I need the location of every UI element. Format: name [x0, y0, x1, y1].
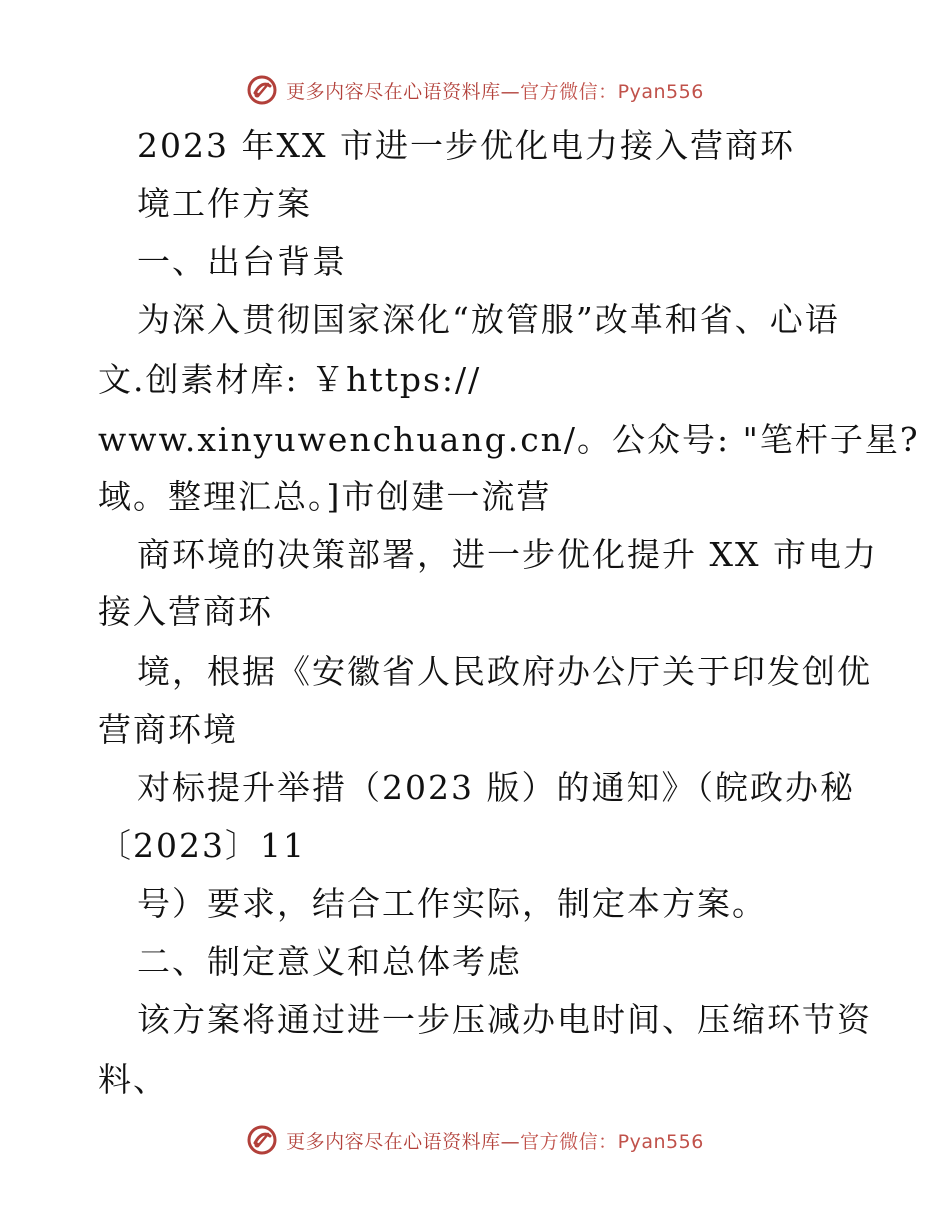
paragraph-line: 为深入贯彻国家深化“放管服”改革和省、心语	[137, 300, 840, 339]
banner-text	[286, 1127, 704, 1154]
paragraph-line: 营商环境	[98, 710, 238, 749]
section-heading-background: 一、出台背景	[137, 242, 347, 281]
paragraph-line: 〔2023〕11	[98, 826, 306, 865]
brand-logo-icon	[246, 1124, 278, 1156]
banner-site-text: 更多内容尽在心语资料库—	[286, 1130, 521, 1153]
paragraph-line: 商环境的决策部署，进一步优化提升 XX 市电力	[137, 535, 878, 574]
paragraph-line: 文.创素材库: ￥https://	[98, 360, 482, 399]
section-heading-significance: 二、制定意义和总体考虑	[137, 942, 522, 981]
paragraph-line: 号）要求，结合工作实际，制定本方案。	[137, 884, 767, 923]
paragraph-line: 接入营商环	[98, 592, 273, 631]
document-title-line-1: 2023 年XX 市进一步优化电力接入营商环	[137, 126, 795, 165]
banner-text	[286, 77, 704, 104]
paragraph-line: 域。整理汇总。]市创建一流营	[98, 477, 552, 516]
paragraph-line: 境，根据《安徽省人民政府办公厅关于印发创优	[137, 652, 872, 691]
brand-logo-icon	[246, 74, 278, 106]
paragraph-line: 对标提升举措（2023 版）的通知》（皖政办秘	[137, 768, 855, 807]
banner-wechat-text: 官方微信：Pyan556	[520, 1130, 704, 1153]
banner-site-text: 更多内容尽在心语资料库—	[286, 80, 521, 103]
footer-watermark-banner	[0, 1120, 950, 1160]
paragraph-line: 料、	[98, 1060, 168, 1099]
paragraph-line: 该方案将通过进一步压减办电时间、压缩环节资	[137, 1000, 872, 1039]
header-watermark-banner	[0, 70, 950, 110]
paragraph-line: www.xinyuwenchuang.cn/。公众号: "笔杆子星?	[98, 420, 920, 459]
banner-wechat-text: 官方微信：Pyan556	[520, 80, 704, 103]
document-title-line-2: 境工作方案	[137, 184, 312, 223]
